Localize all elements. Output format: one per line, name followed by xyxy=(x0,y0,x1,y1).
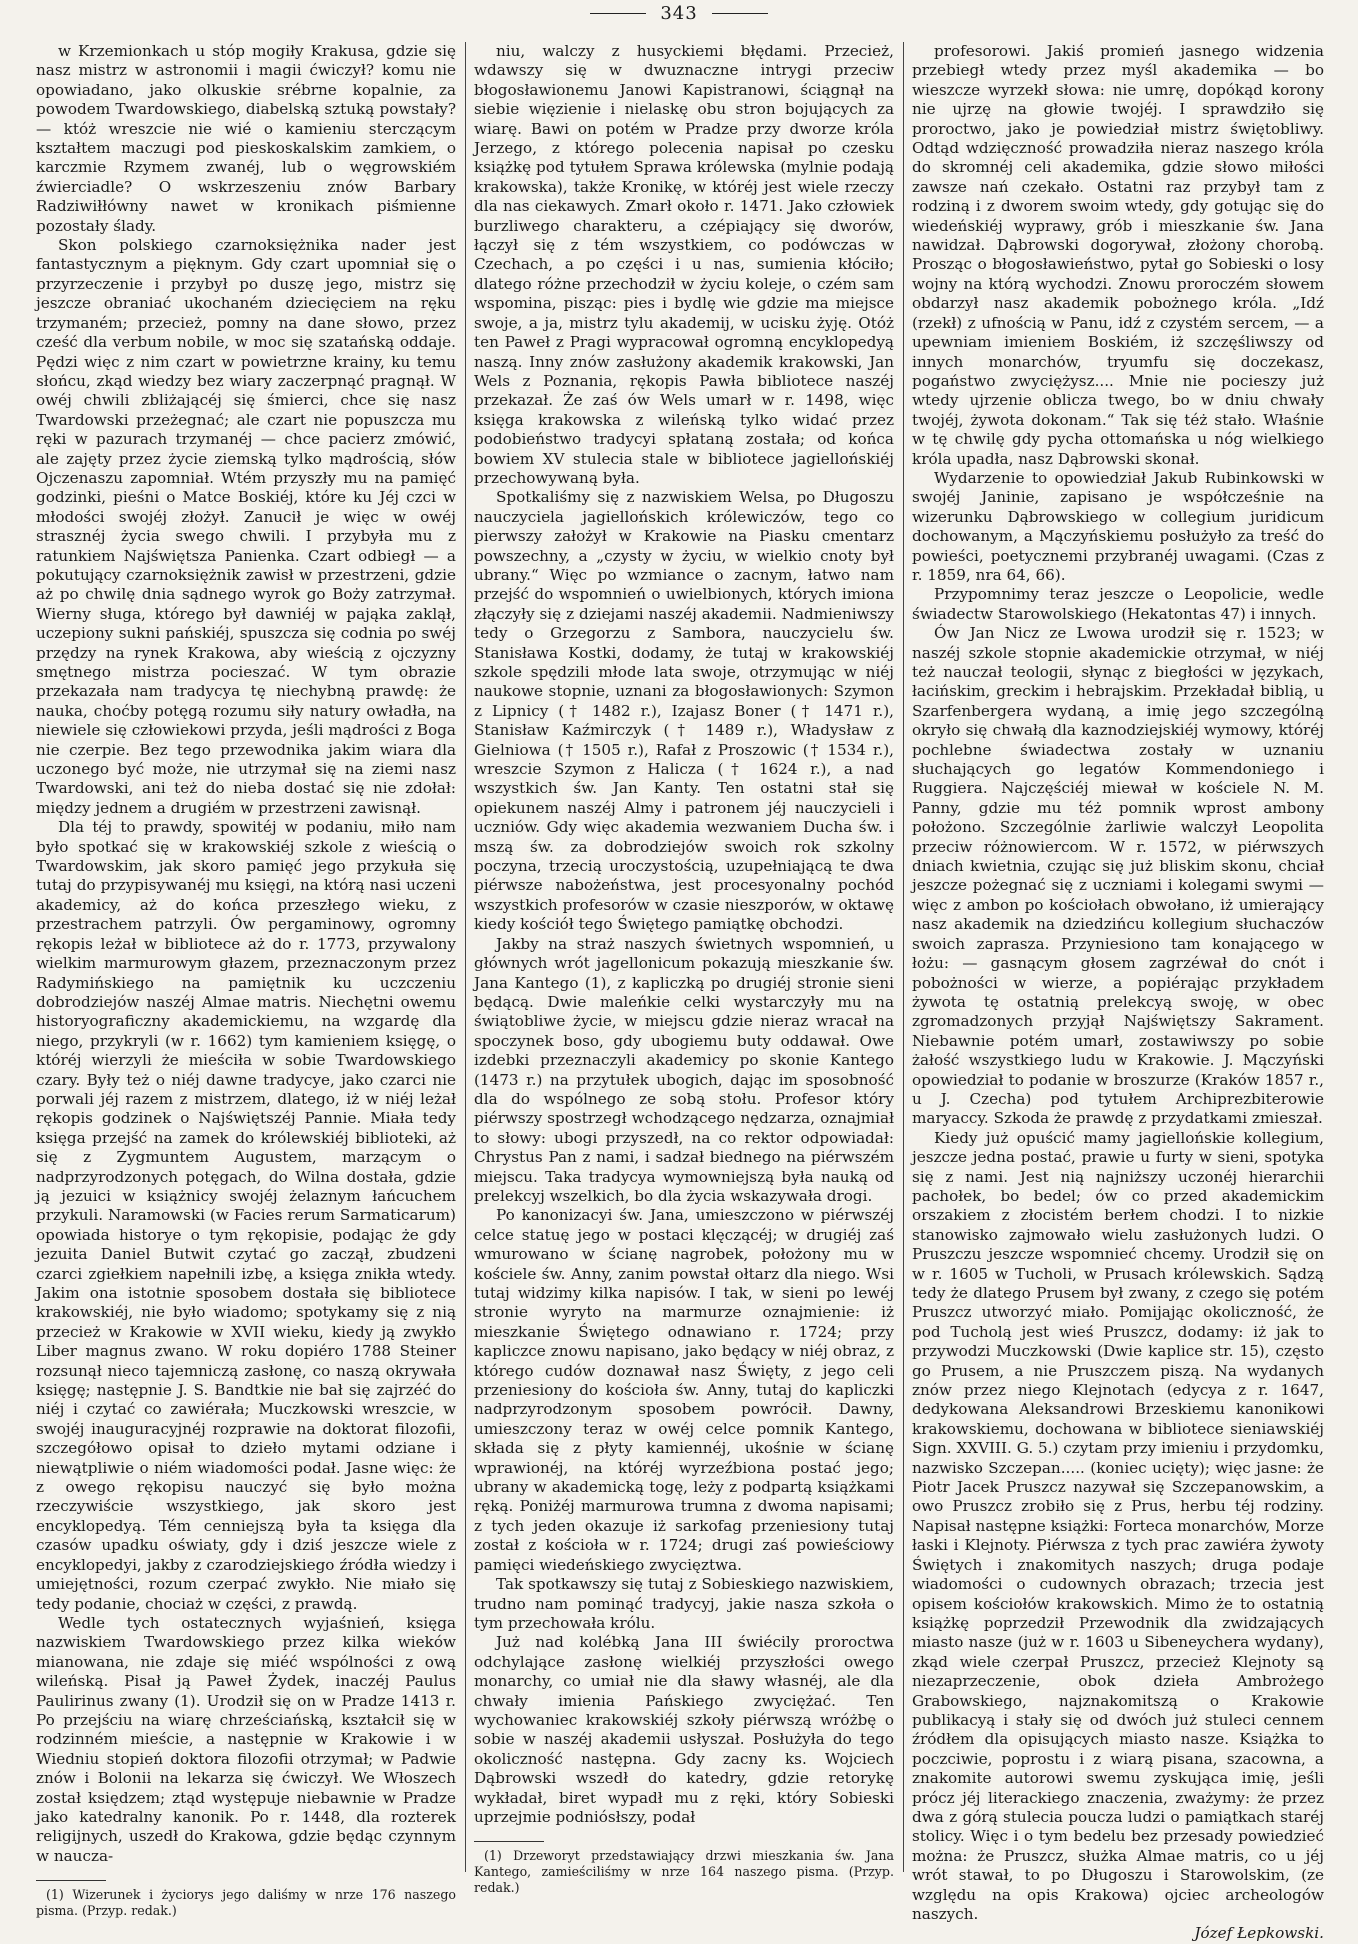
page-number: 343 xyxy=(660,2,698,24)
footnote-rule xyxy=(474,1841,544,1842)
column-3 xyxy=(912,42,1324,1943)
paragraph: Skon polskiego czarnoksiężnika nader jest fantastycznym a pięknym. Gdy czart upomniał się o przyrzeczenie i przybył po duszę jego, mistrz się jeszcze obraniać ukochaném dziecięciem na ręku trzymaném; przecież, pomny na dane słowo, przez cześć dla verbum nobile, w moc się szatańską oddaje. Pędzi więc z nim czart w powietrzne krainy, ku temu słońcu, zkąd wiedzy bez wiary zaczerpnąć pragnął. W owéj chwili zbliżającéj się śmierci, chce się nasz Twardowski przeżegnać; ale czart nie popuszcza mu ręki w pazurach trzymanéj — chce pacierz zmówić, ale zajęty przez życie ziemską tylko mądrością, słów Ojczenaszu zapomniał. Wtém przyszły mu na pamięć godzinki, pieśni o Matce Boskiéj, które ku Jéj czci w młodości swojéj złożył. Zanucił je więc w owéj strasznéj życia swego chwili. I przybyła mu z ratunkiem Najświętsza Panienka. Czart odbiegł — a pokutujący czarnoksiężnik zawisł w przestrzeni, gdzie aż po chwilę dnia sądnego wyrok go Boży zatrzymał. Wierny sługa, którego był dawniéj w pająka zaklął, uczepiony sukni pańskiéj, spuszcza się codnia po swéj przędzy na rynek Krakowa, aby wieścią z ojczyzny smętnego mistrza pocieszać. W tym obrazie przekazała nam tradycya tę niechybną prawdę: że nauka, choćby potęgą rozumu siły natury owładła, na niewiele się człowiekowi przyda, jeśli mądrości z Boga nie czerpie. Bez tego przewodnika jakim wiara dla uczonego być może, nie utrzymał się na ziemi nasz Twardowski, ani też do nieba dostać się nie zdołał: między jednem a drugiém w przestrzeni zawisnął. xyxy=(36,236,456,817)
column-2 xyxy=(474,42,894,1914)
paragraph: Już nad kolébką Jana III świécily proroctwa odchylające zasłonę wielkiéj przyszłości owego monarchy, co umiał nie dla sławy własnéj, ale dla chwały imienia Pańskiego zwyciężać. Ten wychowaniec krakowskiéj szkoły piérwszą wróżbę o sobie w naszéj akademii usłyszał. Posłużyła do tego okoliczność następna. Gdy zacny ks. Wojciech Dąbrowski wszedł do katedry, gdzie retorykę wykładał, biret wypadł mu z ręki, który Sobieski uprzejmie podniósłszy, podał xyxy=(474,1633,894,1826)
paragraph: Po kanonizacyi św. Jana, umieszczono w piérwszéj celce statuę jego w postaci klęczącéj; w drugiéj zaś wmurowano w ścianę nagrobek, położony mu w kościele św. Anny, zanim powstał ołtarz dla niego. Wsi tutaj widzimy kilka napisów. I tak, w sieni po lewéj stronie wyryto na marmurze oznajmienie: iż mieszkanie Świętego odnawiano r. 1724; przy kapliczce znowu napisano, jako będący w niéj obraz, z którego cudów doznawał nasz Święty, z jego celi przeniesiony do kościoła św. Anny, tutaj do kapliczki nadprzyrodzonym sposobem powrócił. Dawny, umieszczony teraz w owéj celce pomnik Kantego, składa się z płyty kamiennéj, ukośnie w ścianę wprawionéj, na któréj wyrzeźbiona postać jego; ubrany w akademicką togę, leży z podpartą książkami ręką. Poniżéj marmurowa trumna z dwoma napisami; z tych jeden okazuje iż sarkofag przeniesiony tutaj został z kościoła w r. 1724; drugi zaś powieściowy pamięci wiedeńskiego zwycięztwa. xyxy=(474,1206,894,1574)
paragraph: Przypomnimy teraz jeszcze o Leopolicie, wedle świadectw Starowolskiego (Hekatontas 47) i innych. xyxy=(912,585,1324,623)
footnote: (1) Wizerunek i życiorys jego daliśmy w nrze 176 naszego pisma. (Przyp. redak.) xyxy=(36,1887,456,1919)
paragraph: niu, walczy z husyckiemi błędami. Przecież, wdawszy się w dwuznaczne intrygi przeciw błogosławionemu Janowi Kapistranowi, ściągnął na siebie więzienie i nielaskę obu stron bojujących za wiarę. Bawi on potém w Pradze przy dworze króla Jerzego, z którego polecenia napisał po czesku książkę pod tytułem Sprawa królewska (mylnie podają krakowska), także Kronikę, w któréj jest wiele rzeczy dla nas ciekawych. Zmarł około r. 1471. Jako człowiek burzliwego charakteru, a czépiający się dworów, łączył się z tém wszystkiem, co podówczas w Czechach, a po części i u nas, sumienia kłóciło; dlatego różne przechodził w życiu koleje, o czém sam wspomina, pisząc: pies i bydlę wie gdzie ma miejsce swoje, a ja, mistrz tylu akademij, w ucisku żyję. Otóż ten Paweł z Pragi wypracował ogromną encyklopedyą naszą. Inny znów zasłużony akademik krakowski, Jan Wels z Poznania, rękopis Pawła bibliotece naszéj przekazał. Że zaś ów Wels umarł w r. 1498, więc księga krakowska z wileńską tylko widać przez podobieństwo tradycyi spłataną została; od końca bowiem XV stulecia stale w bibliotece jagiellońskiéj przechowywaną była. xyxy=(474,42,894,487)
author-signature: Józef Łepkowski. xyxy=(1194,1924,1324,1943)
paragraph: Ów Jan Nicz ze Lwowa urodził się r. 1523; w naszéj szkole stopnie akademickie otrzymał, w niéj też nauczał teologii, słynąc z biegłości w językach, łacińskim, greckim i hebrajskim. Przekładał biblią, u Szarfenbergera wydaną, a imię jego szczególną okryło się chwałą dla kaznodziejskiéj wymowy, któréj pochlebne świadectwa zostały w uznaniu słuchających go legatów Kommendoniego i Ruggiera. Najczęściéj miewał w kościele N. M. Panny, gdzie mu téż pomnik wprost ambony położono. Szczególnie żarliwie walczył Leopolita przeciw różnowiercom. W r. 1572, w piérwszych dniach kwietnia, czując się już bliskim skonu, chciał jeszcze pożegnać się z uczniami i kolegami swymi — więc z ambon po kościołach obwołano, iż umierający nasz akademik na dziedzińcu kollegium słuchaczów swoich zaprasza. Przyniesiono tam konającego w łożu: — gasnącym głosem zagrzéwał do cnót i pobożności w wierze, a popiérając przykładem żywota tę ostatnią prelekcyą swoję, w obec zgromadzonych przyjął Najświętszy Sakrament. Niebawnie potém umarł, zostawiwszy po sobie żałość wszystkiego ludu w Krakowie. J. Mączyński opowiedział to podanie w broszurze (Kraków 1857 r., u J. Czecha) pod tytułem Archiprezbiterowie maryaccy. Szkoda że prawdę z przydatkami zmieszał. xyxy=(912,624,1324,1128)
column-divider xyxy=(903,42,904,1872)
header-rule-right xyxy=(712,13,768,14)
column-1 xyxy=(36,42,456,1919)
paragraph: profesorowi. Jakiś promień jasnego widzenia przebiegł wtedy przez myśl akademika — bo wieszcze wyrzekł słowa: nie umrę, dopókąd korony nie ujrzę na głowie twojéj. I sprawdziło się proroctwo, jako je powiedział mistrz świętobliwy. Odtąd wdzięczność prowadziła nieraz naszego króla do skromnéj celi akademika, gdzie słowo miłości zawsze nań czekało. Ostatni raz przybył tam z rodziną i z dworem swoim wtedy, gdy gotując się do wiedeńskiéj wyprawy, grób i mieszkanie św. Jana nawidzał. Dąbrowski dogorywał, złożony chorobą. Prosząc o błogosławieństwo, pytał go Sobieski o losy wojny na którą wychodzi. Znowu proroczém słowem obdarzył nasz akademik pobożnego króla. „Idź (rzekł) z ufnością w Panu, idź z czystém sercem, — a upewniam imieniem Boskiém, iż szczęśliwszy od innych monarchów, tryumfu się doczekasz, pogaństwo zwyciężysz.... Mnie nie pocieszy już wtedy ujrzenie oblicza twego, bo w dniu chwały twojéj, żywota dokonam.“ Tak się téż stało. Właśnie w tę chwilę gdy pycha ottomańska u nóg wielkiego króla upadła, nasz Dąbrowski skonał. xyxy=(912,42,1324,468)
paragraph: Tak spotkawszy się tutaj z Sobieskiego nazwiskiem, trudno nam pominąć tradycyj, jakie nasza szkoła o tym przechowała królu. xyxy=(474,1575,894,1632)
paragraph: w Krzemionkach u stóp mogiły Krakusa, gdzie się nasz mistrz w astronomii i magii ćwiczył? komu nie opowiadano, jako olkuskie srébrne kopalnie, za powodem Twardowskiego, diabelską sztuką powstały? — któż wreszcie nie wié o kamieniu sterczącym kształtem maczugi pod pieskoskalskim zamkiem, o karczmie Rzymem zwanéj, lub o węgrowskiém źwierciadle? O wskrzeszeniu znów Barbary Radziwiłłówny nawet w kronikach piśmienne pozostały ślady. xyxy=(36,42,456,235)
footnote-rule xyxy=(36,1880,106,1881)
header-rule-left xyxy=(590,13,646,14)
footnote: (1) Drzeworyt przedstawiający drzwi mieszkania św. Jana Kantego, zamieściliśmy w nrze 164 naszego pisma. (Przyp. redak.) xyxy=(474,1848,894,1896)
paragraph: Spotkaliśmy się z nazwiskiem Welsa, po Długoszu nauczyciela jagiellońskich królewiczów, tego co pierwszy założył w Krakowie na Piasku cmentarz powszechny, a „czysty w życiu, w wielkio cnoty był ubrany.“ Więc po wzmiance o zacnym, łatwo nam przejść do wspomnień o uwielbionych, których imiona złączyły się z dziejami naszéj akademii. Nadmieniwszy tedy o Grzegorzu z Sambora, nauczycielu św. Stanisława Kostki, dodamy, że tutaj w krakowskiéj szkole spędzili młode lata swoje, otrzymując w niéj naukowe stopnie, uznani za błogosławionych: Szymon z Lipnicy († 1482 r.), Izajasz Boner († 1471 r.), Stanisław Kaźmirczyk († 1489 r.), Władysław z Gielniowa († 1505 r.), Rafał z Proszowic († 1534 r.), wreszcie Szymon z Halicza († 1624 r.), a nad wszystkich św. Jan Kanty. Ten ostatni stał się opiekunem naszéj Almy i patronem jéj nauczycieli i uczniów. Gdy więc akademia wezwaniem Ducha św. i mszą św. za dobrodziejów swoich rok szkolny poczyna, trzecią uroczystością, uzupełniającą te dwa piérwsze nabożeństwa, jest procesyonalny pochód wszystkich profesorów w czasie nieszporów, w oktawę kiedy kościół tego Świętego pamiątkę obchodzi. xyxy=(474,488,894,934)
column-divider xyxy=(465,42,466,1872)
paragraph: Wydarzenie to opowiedział Jakub Rubinkowski w swojéj Janinie, zapisano je współcześnie na wizerunku Dąbrowskiego w collegium juridicum dochowanym, a Mączyńskiemu posłużyło za treść do powieści, poetycznemi przybranéj uwagami. (Czas z r. 1859, nra 64, 66). xyxy=(912,468,1324,584)
paragraph: Kiedy już opuścić mamy jagiellońskie kollegium, jeszcze jedna postać, prawie u furty w sieni, spotyka się z nami. Jest nią najniższy uczonéj hierarchii pachołek, bo bedel; ów co przed akademickim orszakiem z złocistém berłem chodzi. I to nizkie stanowisko zajmowało wielu zasłużonych ludzi. O Pruszczu jeszcze wspomnieć chcemy. Urodził się on w r. 1605 w Tucholi, w Prusach królewskich. Sądzą tedy że dlatego Prusem był zwany, z czego się potém Pruszcz utworzyć miało. Pomijając okoliczność, że pod Tucholą jest wieś Pruszcz, dodamy: iż jak to przywodzi Muczkowski (Dwie kaplice str. 15), często go Prusem, a nie Pruszczem piszą. Na wydanych znów przez niego Klejnotach (edycya z r. 1647, dedykowana Aleksandrowi Brzeskiemu kanonikowi krakowskiemu, dochowana w bibliotece sieniawskiéj Sign. XXVIII. G. 5.) czytam przy imieniu i przydomku, nazwisko Szczepan..... (koniec ucięty); więc jasne: że Piotr Jacek Pruszcz nazywał się Szczepanowskim, a owo Pruszcz zrobiło się z Prus, herbu téj rodziny. Napisał następne książki: Forteca monarchów, Morze łaski i Klejnoty. Piérwsza z tych prac zawiéra żywoty Świętych i znakomitych naszych; druga podaje wiadomości o cudownych obrazach; trzecia jest opisem kościołów krakowskich. Mimo że to ostatnią książkę poprzedził Przewodnik dla zwidzających miasto nasze (już w r. 1603 u Sibeneychera wydany), zkąd wiele czerpał Pruszcz, przecież Klejnoty są niezaprzeczenie, obok dzieła Ambrożego Grabowskiego, najznakomitszą o Krakowie publikacyą i stały się od dwóch już stuleci cennem źródłem dla opisujących miasto nasze. Książka to poczciwie, poprostu i z wiarą pisana, szacowna, a znakomite autorowi swemu zyskująca imię, jeśli prócz jéj literackiego znaczenia, zważymy: że przez dwa z górą stulecia poucza ludzi o pamiątkach staréj stolicy. Więc i o tym bedelu bez przesady powiedzieć można: że Pruszcz, służka Almae matris, co u jéj wrót stawał, to po Długoszu i Starowolskim, (ze względu na opis Krakowa) ojciec archeologów naszych. xyxy=(912,1128,1324,1923)
paragraph: Dla téj to prawdy, spowitéj w podaniu, miło nam było spotkać się w krakowskiéj szkole z wieścią o Twardowskim, jak skoro pamięć jego przykuła się tutaj do przypisywanéj mu księgi, na którą nasi uczeni akademicy, aż do końca przeszłego wieku, z przestrachem patrzyli. Ów pergaminowy, ogromny rękopis leżał w bibliotece aż do r. 1773, przywalony wielkim marmurowym głazem, przeznaczonym przez Radymińskiego na pamiętnik ku uczczeniu dobrodziejów naszéj Almae matris. Niechętni owemu historyograficzny akademickiemu, na wzgardę dla niego, przykryli (w r. 1662) tym kamieniem księgę, o któréj wierzyli że mieściła w sobie Twardowskiego czary. Były też o niéj dawne tradycye, jako czarci nie porwali jéj razem z mistrzem, dlatego, iż w niéj leżał rękopis godzinek o Najświętszéj Pannie. Miała tedy księga przejść na zamek do królewskiéj biblioteki, aż się z Zygmuntem Augustem, marzącym o nadprzyrodzonych potęgach, do Wilna dostała, gdzie ją jezuici w książnicy swojéj żelaznym łańcuchem przykuli. Naramowski (w Facies rerum Sarmaticarum) opowiada historye o tym rękopisie, podając że gdy jezuita Daniel Butwit czytać go zaczął, zbudzeni czarci zgiełkiem napełnili izbę, a księga znikła wtedy. Jakim ona istotnie sposobem dostała się bibliotece krakowskiéj, nie było wiadomo; spotykamy się z nią przecież w Krakowie w XVII wieku, kiedy ją zwykło Liber magnus zwano. W roku dopiéro 1788 Steiner rozsunął nieco tajemniczą zasłonę, co naszą okrywała księgę; następnie J. S. Bandtkie nie bał się zajrzéć do niéj i czytać co zawiérała; Muczkowski wreszcie, w swojéj inauguracyjnéj rozprawie na doktorat filozofii, szczegółowo opisał to dzieło mytami odziane i niewątpliwie o niém wiadomości podał. Jasne więc: że z owego rękopisu nauczyć się było można rzeczywiście wszystkiego, jak skoro jest encyklopedyą. Tém cenniejszą była ta księga dla czasów upadku oświaty, gdy i dziś jeszcze wiele z encyklopedyi, jakby z czarodziejskiego źródła wiedzy i umiejętności, rozum czerpać zwykło. Nie miało się tedy podanie, chociaż w części, z prawdą. xyxy=(36,818,456,1613)
paragraph: Jakby na straż naszych świetnych wspomnień, u głównych wrót jagellonicum pokazują mieszkanie św. Jana Kantego (1), z kapliczką po drugiéj stronie sieni będącą. Dwie maleńkie celki wystarczyły mu na świątobliwe życie, w miejscu gdzie nieraz wracał na spoczynek boso, gdy ubogiemu buty oddawał. Owe izdebki przeznaczyli akademicy po skonie Kantego (1473 r.) na przytułek ubogich, dając im sposobność dla do wspólnego ze sobą stołu. Profesor który piérwszy spostrzegł wchodzącego nędzarza, oznajmiał to słowy: ubogi przyszedł, na co rektor odpowiadał: Chrystus Pan z nami, i sadzał biednego na piérwszém miejscu. Taka tradycya wymowniejszą była nauką od prelekcyj wszelkich, bo dla życia wskazywała drogi. xyxy=(474,934,894,1205)
paragraph: Wedle tych ostatecznych wyjaśnień, księga nazwiskiem Twardowskiego przez kilka wieków mianowana, nie zdaje się miéć wspólności z ową wileńską. Pisał ją Paweł Żydek, inaczéj Paulus Paulirinus zwany (1). Urodził się on w Pradze 1413 r. Po przejściu na wiarę chrześciańską, kształcił się w rodzinném mieście, a następnie w Krakowie i w Wiedniu stopień doktora filozofii otrzymał; w Padwie znów i Bolonii na lekarza się ćwiczył. We Włoszech został księdzem; ztąd występuje niebawnie w Pradze jako katedralny kanonik. Po r. 1448, dla rozterek religijnych, uszedł do Krakowa, gdzie będąc czynnym w naucza- xyxy=(36,1613,456,1865)
page-header xyxy=(0,0,1358,26)
